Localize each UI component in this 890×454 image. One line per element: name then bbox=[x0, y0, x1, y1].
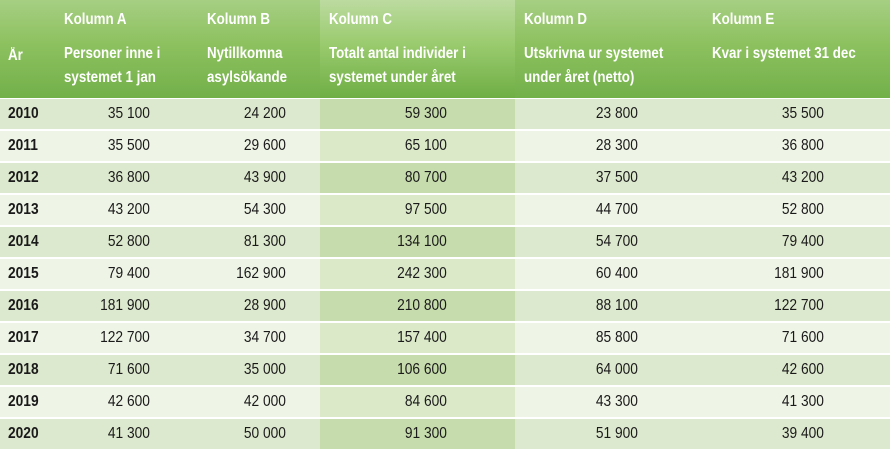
column-a-cell: 52 800 bbox=[107, 233, 150, 250]
column-e-cell: 39 400 bbox=[781, 425, 824, 442]
column-c-cell: 134 100 bbox=[397, 233, 447, 250]
column-d-cell: 88 100 bbox=[595, 297, 638, 314]
column-c-cell: 97 500 bbox=[404, 201, 447, 218]
table-row bbox=[0, 99, 890, 131]
year-cell: 2020 bbox=[8, 425, 39, 442]
column-d-cell: 37 500 bbox=[595, 169, 638, 186]
table-header bbox=[0, 0, 890, 98]
column-a-cell: 43 200 bbox=[107, 201, 150, 218]
column-a-cell: 41 300 bbox=[107, 425, 150, 442]
year-cell: 2016 bbox=[8, 297, 39, 314]
column-d-cell: 51 900 bbox=[595, 425, 638, 442]
year-cell: 2019 bbox=[8, 393, 39, 410]
column-b-kolumn-label: Kolumn B bbox=[207, 11, 270, 28]
column-b-cell: 81 300 bbox=[243, 233, 286, 250]
column-b-title-line2: asylsökande bbox=[207, 69, 288, 86]
column-e-cell: 71 600 bbox=[781, 329, 824, 346]
column-c-cell: 106 600 bbox=[397, 361, 447, 378]
table-row bbox=[0, 291, 890, 323]
table-row bbox=[0, 131, 890, 163]
column-b-cell: 43 900 bbox=[243, 169, 286, 186]
table-row bbox=[0, 259, 890, 291]
table-row bbox=[0, 323, 890, 355]
column-b-cell: 162 900 bbox=[236, 265, 286, 282]
column-b-cell: 29 600 bbox=[243, 137, 286, 154]
table-row bbox=[0, 419, 890, 451]
year-cell: 2013 bbox=[8, 201, 39, 218]
table-row bbox=[0, 227, 890, 259]
column-e-cell: 52 800 bbox=[781, 201, 824, 218]
year-cell: 2010 bbox=[8, 105, 39, 122]
column-c-cell: 80 700 bbox=[404, 169, 447, 186]
column-b-cell: 28 900 bbox=[243, 297, 286, 314]
column-e-cell: 41 300 bbox=[781, 393, 824, 410]
column-c-cell: 210 800 bbox=[397, 297, 447, 314]
column-b-title-line1: Nytillkomna bbox=[207, 45, 283, 62]
column-c-cell: 59 300 bbox=[404, 105, 447, 122]
column-c-cell: 84 600 bbox=[404, 393, 447, 410]
column-b-cell: 34 700 bbox=[243, 329, 286, 346]
column-d-cell: 85 800 bbox=[595, 329, 638, 346]
column-d-cell: 44 700 bbox=[595, 201, 638, 218]
year-cell: 2012 bbox=[8, 169, 39, 186]
column-d-kolumn-label: Kolumn D bbox=[524, 11, 587, 28]
column-e-kolumn-label: Kolumn E bbox=[712, 11, 775, 28]
column-e-cell: 79 400 bbox=[781, 233, 824, 250]
column-c-title-line2: systemet under året bbox=[329, 69, 456, 86]
year-cell: 2018 bbox=[8, 361, 39, 378]
year-column-header: År bbox=[8, 47, 23, 64]
column-d-cell: 64 000 bbox=[595, 361, 638, 378]
column-a-cell: 181 900 bbox=[100, 297, 150, 314]
year-cell: 2015 bbox=[8, 265, 39, 282]
column-b-cell: 50 000 bbox=[243, 425, 286, 442]
year-cell: 2014 bbox=[8, 233, 39, 250]
table-row bbox=[0, 387, 890, 419]
column-a-cell: 71 600 bbox=[107, 361, 150, 378]
column-c-cell: 65 100 bbox=[404, 137, 447, 154]
column-a-cell: 35 500 bbox=[107, 137, 150, 154]
column-c-cell: 91 300 bbox=[404, 425, 447, 442]
year-cell: 2017 bbox=[8, 329, 39, 346]
table-row bbox=[0, 195, 890, 227]
column-e-cell: 35 500 bbox=[781, 105, 824, 122]
column-a-cell: 79 400 bbox=[107, 265, 150, 282]
column-b-cell: 24 200 bbox=[243, 105, 286, 122]
table-row bbox=[0, 163, 890, 195]
column-e-cell: 122 700 bbox=[774, 297, 824, 314]
column-a-cell: 36 800 bbox=[107, 169, 150, 186]
column-e-cell: 42 600 bbox=[781, 361, 824, 378]
column-e-cell: 36 800 bbox=[781, 137, 824, 154]
column-a-kolumn-label: Kolumn A bbox=[64, 11, 127, 28]
column-a-cell: 42 600 bbox=[107, 393, 150, 410]
column-b-cell: 42 000 bbox=[243, 393, 286, 410]
column-d-title-line1: Utskrivna ur systemet bbox=[524, 45, 664, 62]
column-e-cell: 181 900 bbox=[774, 265, 824, 282]
column-e-cell: 43 200 bbox=[781, 169, 824, 186]
column-a-cell: 122 700 bbox=[100, 329, 150, 346]
column-c-title-line1: Totalt antal individer i bbox=[329, 45, 466, 62]
column-a-title-line1: Personer inne i bbox=[64, 45, 161, 62]
column-d-cell: 23 800 bbox=[595, 105, 638, 122]
table-row bbox=[0, 355, 890, 387]
column-c-cell: 242 300 bbox=[397, 265, 447, 282]
column-a-cell: 35 100 bbox=[107, 105, 150, 122]
column-d-cell: 43 300 bbox=[595, 393, 638, 410]
column-e-title-line1: Kvar i systemet 31 dec bbox=[712, 45, 856, 62]
column-c-cell: 157 400 bbox=[397, 329, 447, 346]
column-d-cell: 28 300 bbox=[595, 137, 638, 154]
year-cell: 2011 bbox=[8, 137, 38, 154]
column-a-title-line2: systemet 1 jan bbox=[64, 69, 156, 86]
column-d-title-line2: under året (netto) bbox=[524, 69, 635, 86]
column-c-kolumn-label: Kolumn C bbox=[329, 11, 392, 28]
column-d-cell: 60 400 bbox=[595, 265, 638, 282]
column-d-cell: 54 700 bbox=[595, 233, 638, 250]
table-body bbox=[0, 99, 890, 451]
column-b-cell: 35 000 bbox=[243, 361, 286, 378]
column-b-cell: 54 300 bbox=[243, 201, 286, 218]
